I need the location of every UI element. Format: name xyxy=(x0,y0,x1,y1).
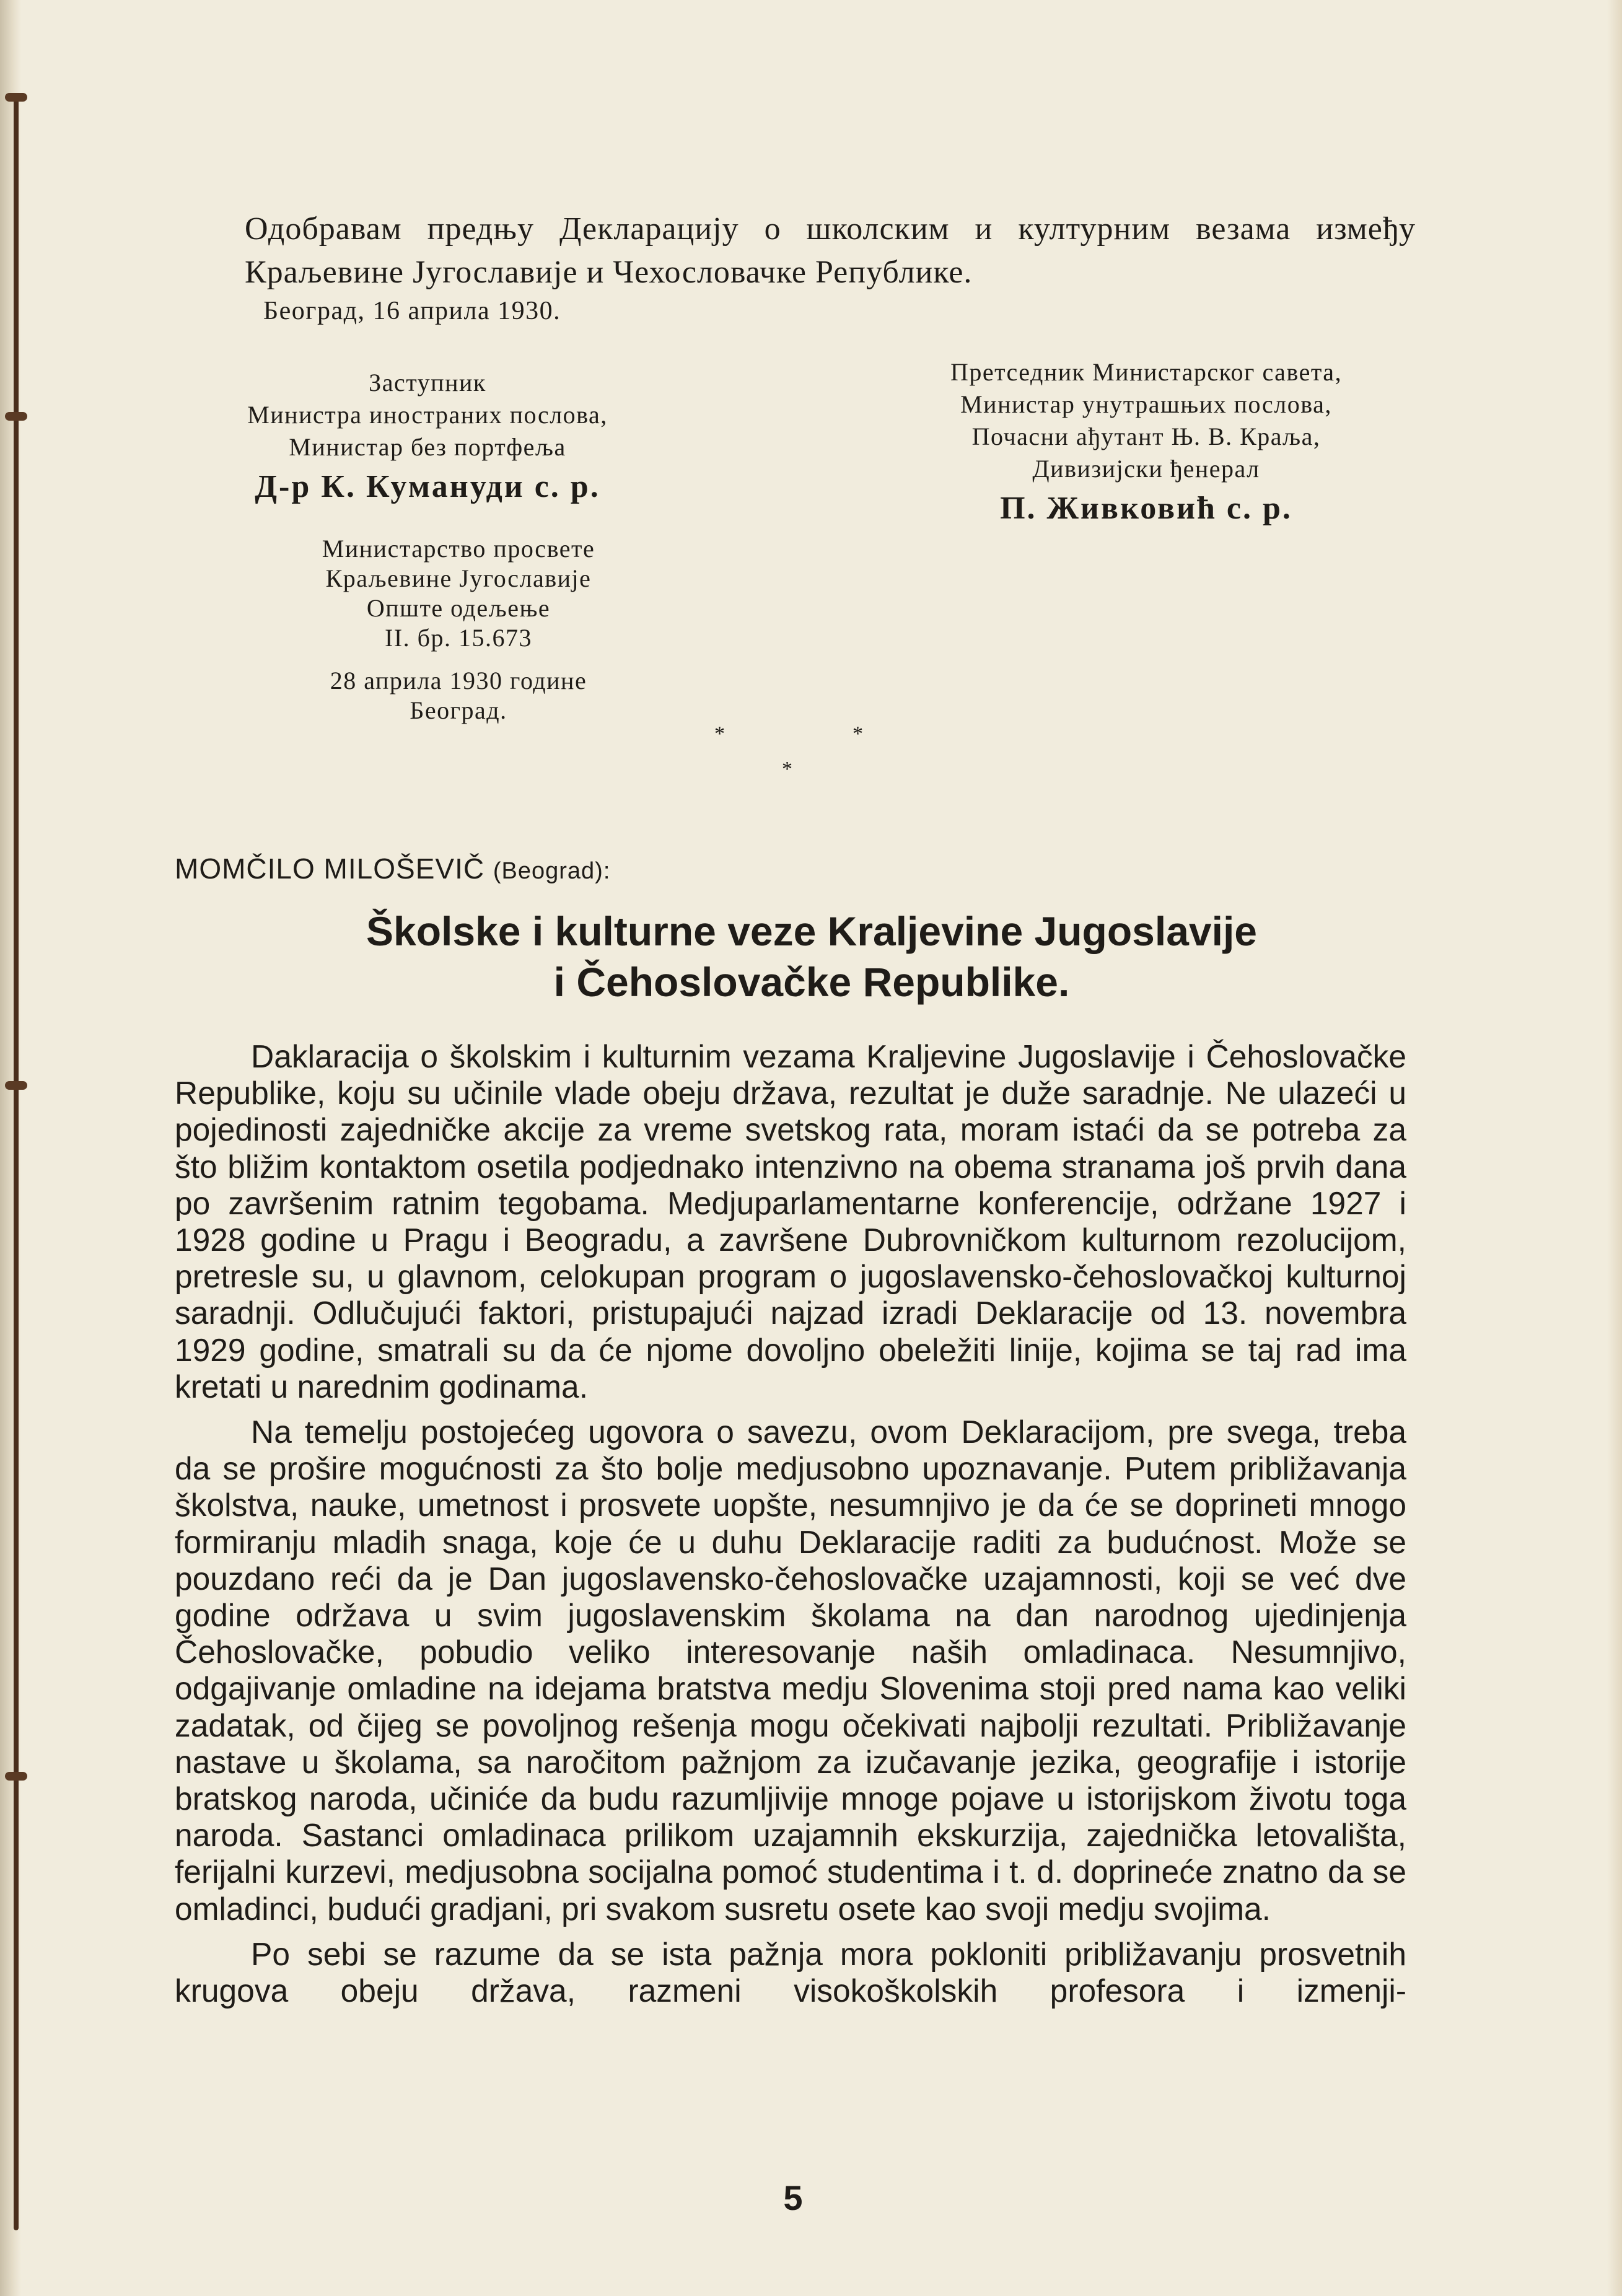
binding-stitch xyxy=(5,93,27,102)
signature-left-line: Заступник xyxy=(369,369,486,397)
signature-right-line: Дивизијски ђенерал xyxy=(1032,455,1260,483)
article-author xyxy=(175,852,610,885)
ministry-line: Министарство просвете xyxy=(322,535,595,563)
signature-right-line: Почасни ађутант Њ. В. Краља, xyxy=(971,423,1321,450)
page-number: 5 xyxy=(783,2178,803,2217)
signature-right-line: Претседник Министарског савета, xyxy=(950,358,1343,386)
ministry-line: Краљевине Југославије xyxy=(325,564,592,592)
signature-left-line: Министра иностраних послова, xyxy=(247,401,608,429)
separator-star: * xyxy=(853,722,863,745)
signature-left xyxy=(204,367,651,503)
approval-statement: Одобравам предњу Декларацију о школским и културним везама између Краљевине Југославије и Чехословачке Републике. xyxy=(245,211,1416,290)
article-body xyxy=(175,1038,1406,2018)
approval-date: Београд, 16 априла 1930. xyxy=(263,297,561,325)
author-name: MOMČILO MILOŠEVIČ xyxy=(175,852,485,885)
separator-star: * xyxy=(782,758,792,781)
signature-right-name: П. Живковић с. р. xyxy=(1000,491,1292,526)
ministry-line: Опште одељење xyxy=(366,594,551,622)
page-edge-right xyxy=(1607,0,1622,2296)
binding-stitch xyxy=(5,1081,27,1090)
ministry-stamp xyxy=(235,534,682,653)
title-line: i Čehoslovačke Republike. xyxy=(553,959,1070,1005)
signature-left-name: Д-р К. Кумануди с. р. xyxy=(255,469,600,504)
paragraph: Na temelju postojećeg ugovora o savezu, ovom Deklaracijom, pre svega, treba da se prošire mogućnosti za što bolje medjusobno upoznavanje. Putem približavanja školstva, nauke, umetnost i prosvete uopšte, nesumnjivo je da će se doprineti mnogo formiranju mladih snaga, koje će u duhu Deklaracije raditi za budućnost. Može se pouzdano reći da je Dan jugoslavensko-čehoslovačke uzajamnosti, koji se već dve godine održava u svim jugoslavenskim školama na dan narodnog ujedinjenja Čehoslovačke, pobudio veliko interesovanje naših omladinaca. Nesumnjivo, odgajivanje omladine na idejama bratstva medju Slovenima stoji pred nama kao veliki zadatak, od čijeg se povoljnog rešenja mogu očekivati najbolji rezultati. Približavanje nastave u školama, sa naročitom pažnjom za izučavanje jezika, geografije i istorije bratskog naroda, učiniće da budu razumljivije mnoge pojave u istorijskom životu toga naroda. Sastanci omladinaca prilikom uzajamnih ekskurzija, zajednička letovališta, ferijalni kurzevi, medjusobna socijalna pomoć studentima i t. d. doprineće znatno da se omladinci, budući gradjani, pri svakom susretu osete kao svoji medju svojima. xyxy=(175,1414,1406,1927)
ministry-date xyxy=(235,666,682,725)
article-title xyxy=(204,906,1419,1007)
title-line: Školske i kulturne veze Kraljevine Jugoslavije xyxy=(366,908,1257,954)
paragraph: Daklaracija o školskim i kulturnim vezama Kraljevine Jugoslavije i Čehoslovačke Republike, koju su učinile vlade obeju država, rezultat je duže saradnje. Ne ulazeći u pojedinosti zajedničke akcije za vreme svetskog rata, moram istaći da se potreba za što bližim kontaktom osetila podjednako intenzivno na obema stranama još prvih dana po završenim ratnim tegobama. Medjuparlamentarne konferencije, održane 1927 i 1928 godine u Pragu i Beogradu, a završene Dubrovničkom kulturnom rezolucijom, pretresle su, u glavnom, celokupan program o jugoslavensko-čehoslovačkoj kulturnoj saradnji. Odlučujući faktori, pristupajući najzad izradi Deklaracije od 13. novembra 1929 godine, smatrali su da će njome dovoljno obeležiti linije, kojima se taj rad ima kretati u narednim godinama. xyxy=(175,1038,1406,1404)
signature-left-line: Министар без портфеља xyxy=(289,433,566,461)
separator-star: * xyxy=(714,722,725,745)
ministry-date-line: 28 априла 1930 године xyxy=(330,667,587,694)
paragraph: Po sebi se razume da se ista pažnja mora pokloniti približavanju prosvetnih krugova obeju država, razmeni visokoškolskih profesora i izmenji- xyxy=(175,1935,1406,2009)
signature-right xyxy=(855,356,1437,525)
ministry-city-line: Београд. xyxy=(410,696,507,724)
binding-stitch xyxy=(5,1772,27,1781)
author-place: (Beograd): xyxy=(493,858,611,884)
signature-right-line: Министар унутрашњих послова, xyxy=(960,390,1332,418)
binding-stitch xyxy=(5,412,27,421)
ministry-line: II. бр. 15.673 xyxy=(385,624,532,652)
